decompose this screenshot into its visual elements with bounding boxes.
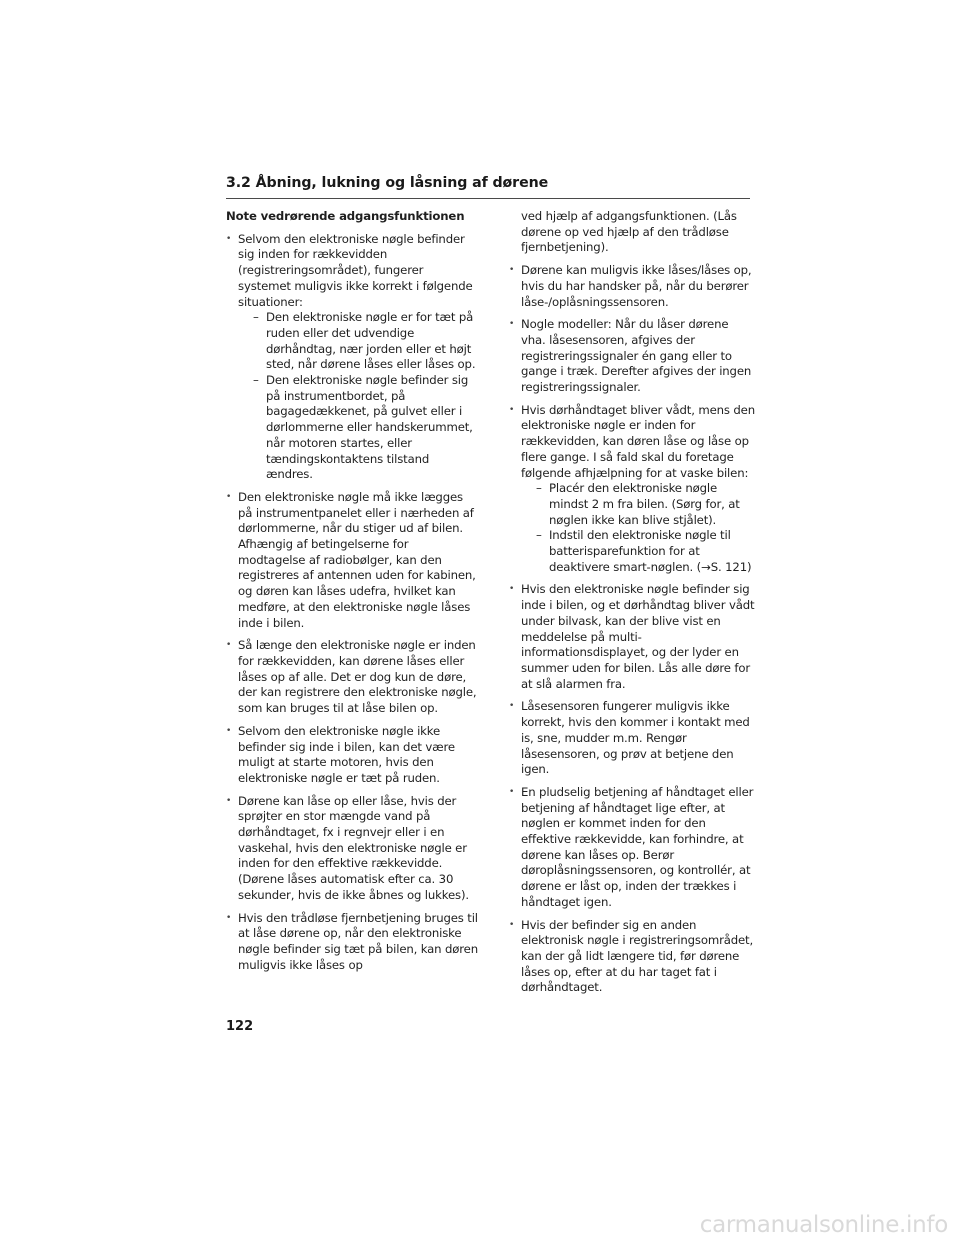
list-item	[509, 918, 755, 997]
dash-marker: –	[536, 528, 542, 543]
header-divider	[226, 198, 750, 199]
page-number: 122	[226, 1019, 254, 1034]
list-item	[509, 263, 755, 310]
list-item	[226, 794, 478, 904]
list-item-text: Nogle modeller: Når du låser dørene vha. låsesensoren, afgives der registreringssignaler én gang eller to gange i træk. Derefter afgives der ingen registreringssignaler.	[521, 317, 752, 395]
dash-marker: –	[253, 373, 259, 388]
list-item	[226, 638, 478, 717]
sub-list-item	[521, 528, 755, 575]
sub-list-item	[521, 481, 755, 528]
section-heading: Note vedrørende adgangsfunktionen	[226, 209, 465, 223]
list-item-text: Låsesensoren fungerer muligvis ikke korrekt, hvis den kommer i kontakt med is, sne, mudder m.m. Rengør låsesensoren, og prøv at betjene den igen.	[521, 699, 750, 777]
list-item-text: Den elektroniske nøgle må ikke lægges på instrumentpanelet eller i nærheden af dørlommerne, når du stiger ud af bilen. Afhængig af betingelserne for modtagelse af radiobølger, kan den registreres af antennen uden for kabinen, og døren kan låses udefra, hvilket kan medføre, at den elektroniske nøgle låses inde i bilen.	[238, 489, 476, 630]
list-item	[509, 403, 755, 576]
list-item	[226, 724, 478, 787]
list-item	[509, 582, 755, 692]
list-item	[226, 911, 478, 974]
list-item-text: Selvom den elektroniske nøgle ikke befinder sig inde i bilen, kan det være muligt at starte motoren, hvis den elektroniske nøgle er tæt på ruden.	[238, 723, 455, 785]
list-item-text: Hvis den trådløse fjernbetjening bruges til at låse dørene op, når den elektroniske nøgle befinder sig tæt på bilen, kan døren muligvis ikke låses op	[238, 910, 478, 972]
list-item-text: Selvom den elektroniske nøgle befinder sig inden for rækkevidden (registreringsområdet), fungerer systemet muligvis ikke korrekt i følgende situationer:	[238, 231, 473, 309]
list-item-text: ved hjælp af adgangsfunktionen. (Lås dørene op ved hjælp af den trådløse fjernbetjening).	[521, 209, 737, 255]
list-item-text: Dørene kan låse op eller låse, hvis der sprøjter en stor mængde vand på dørhåndtaget, fx i regnvejr eller i en vaskehal, hvis den elektroniske nøgle er inden for den effektive rækkevidde. (Dørene låses automatisk efter ca. 30 sekunder, hvis de ikke åbnes og lukkes).	[238, 793, 469, 902]
list-item-text: Så længe den elektroniske nøgle er inden for rækkevidden, kan dørene låses eller låses op af alle. Det er dog kun de døre, der kan registrere den elektroniske nøgle, som kan bruges til at låse bilen op.	[238, 638, 477, 716]
list-item	[226, 232, 478, 483]
sub-list-item	[238, 373, 478, 483]
list-item	[509, 699, 755, 778]
sub-list-item-text: Indstil den elektroniske nøgle til batterisparefunktion for at deaktivere smart-nøglen. (→S. 121)	[549, 528, 752, 574]
sub-list-item-text: Placér den elektroniske nøgle mindst 2 m fra bilen. (Sørg for, at nøglen ikke kan blive stjålet).	[549, 481, 740, 527]
list-item-text: Hvis der befinder sig en anden elektronisk nøgle i registreringsområdet, kan der gå lidt længere tid, før dørene låses op, efter at du har taget fat i dørhåndtaget.	[521, 917, 754, 995]
sub-list-item-text: Den elektroniske nøgle befinder sig på instrumentbordet, på bagagedækkenet, på gulvet eller i dørlommerne eller handskerummet, når motoren startes, eller tændingskontaktens tilstand ændres.	[266, 373, 473, 482]
list-item	[226, 490, 478, 631]
list-item-text: Dørene kan muligvis ikke låses/låses op, hvis du har handsker på, når du berører låse-/oplåsningssensoren.	[521, 263, 752, 309]
list-item-text: En pludselig betjening af håndtaget eller betjening af håndtaget lige efter, at nøglen er kommet inden for den effektive rækkevidde, kan forhindre, at dørene kan låses op. Berør døroplåsningssensoren, og kontrollér, at dørene er låst op, inden der trækkes i håndtaget igen.	[521, 784, 754, 909]
list-item-continuation	[509, 209, 755, 256]
sub-list-item	[238, 310, 478, 373]
list-item	[509, 785, 755, 911]
list-item-text: Hvis dørhåndtaget bliver vådt, mens den elektroniske nøgle er inden for rækkevidden, kan døren låse og låse op flere gange. I så fald skal du foretage følgende afhjælpning for at vaske bilen:	[521, 402, 755, 480]
section-header-title: 3.2 Åbning, lukning og låsning af dørene	[226, 175, 549, 191]
right-column	[509, 209, 755, 1003]
watermark: carmanualsonline.info	[699, 1212, 948, 1238]
list-item	[509, 317, 755, 396]
list-item-text: Hvis den elektroniske nøgle befinder sig inde i bilen, og et dørhåndtag bliver vådt under bilvask, kan der blive vist en meddelelse på multi-informationsdisplayet, og der lyder en summer uden for bilen. Lås alle døre for at slå alarmen fra.	[521, 582, 755, 691]
dash-marker: –	[536, 481, 542, 496]
sub-list-item-text: Den elektroniske nøgle er for tæt på ruden eller det udvendige dørhåndtag, nær jorden eller et højt sted, når dørene låses eller låses op.	[266, 310, 476, 372]
left-column	[226, 209, 478, 980]
dash-marker: –	[253, 310, 259, 325]
